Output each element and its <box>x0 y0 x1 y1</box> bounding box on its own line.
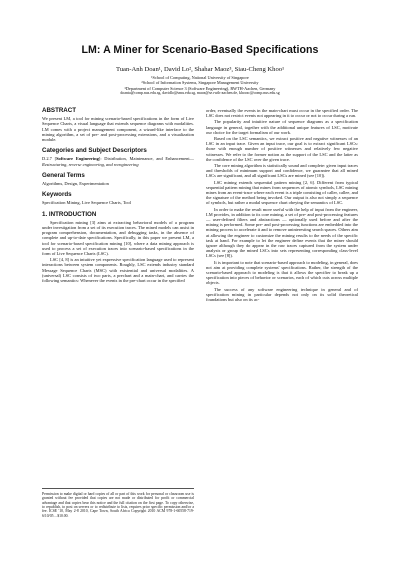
right-paragraph-2: The popularity and intuitive nature of sequence diagrams as a specification language in general, together with the additional unique features of LSC, motivate our choice for the target formalism of our work. <box>206 119 358 135</box>
right-paragraph-5: LSC mining extends sequential pattern mining [2, 6]. Different from typical sequential pattern mining that mines from sequences of atomic symbols, LSC mining mines from an event-trace where each event is a triple consisting of caller, callee, and the signature of the method being invoked. Our output is also not simply a sequence of symbols, but rather a modal sequence chart obeying the semantics of LSC. <box>206 179 358 206</box>
body-columns <box>42 108 358 303</box>
right-paragraph-4: The core mining algorithm is statistically sound and complete: given input traces and thresholds of minimum support and confidence, we guarantee that all mined LSCs are significant, and all significant LSCs are mined (see [10]). <box>206 162 358 179</box>
right-paragraph-6: In order to make the result more useful with the help of input from the engineer, LM provides, in addition to its core mining, a set of pre- and post-processing features — user-defined filters and abstractions — optionally used before and after the mining is performed. Some pre- and post-processing functions are embedded into the mining process to accelerate it and to remove uninteresting search spaces. Others aim at allowing the engineer to customize the mining results to the needs of the specific task at hand. For example to let the engineer define events that the miner should ignore although they do appear in the raw traces captured from the system under analysis or group the mined LSCs into sets representing corresponding class-level LSCs (see [8]). <box>206 206 358 259</box>
author-emails: doanta@comp.nus.edu.sg, davidlo@smu.edu.sg, maoz@se.rwth-aachen.de, khoosc@comp.nus.edu.sg <box>120 90 280 95</box>
affiliation-3: ³Department of Computer Science 3 (Software Engineering), RWTH-Aachen, Germany <box>124 85 276 91</box>
affiliation-2: ²School of Information Systems, Singapore Management University <box>141 80 259 86</box>
categories-bold: Software Engineering <box>56 156 99 162</box>
general-terms-heading: General Terms <box>42 171 85 179</box>
abstract-text: We present LM, a tool for mining scenario-based specifications in the form of Live Sequence Charts, a visual language that extends sequence diagrams with modalities. LM comes with a project management component, a wizard-like interface to the mining algorithm, a set of pre- and post-processing extensions, and a visualization module. <box>42 116 194 142</box>
right-paragraph-3: Based on the LSC semantics, we extract positive and negative witnesses of an LSC in an input trace. Given an input trace, our goal is to extract significant LSCs: those with enough number of positive witnesses and relatively few negative witnesses. We refer to the former notion as the support of the LSC and the latter as the confidence of the LSC over the given trace. <box>206 135 358 162</box>
categories-italic: Restructuring, reverse engineering, and reengineering <box>42 161 139 167</box>
introduction-heading: 1. INTRODUCTION <box>42 210 97 218</box>
keywords-text: Specification Mining, Live Sequence Charts, Tool <box>42 200 131 206</box>
categories-code: D.2.7 [ <box>42 156 57 162</box>
affiliation-1: ¹School of Computing, National University of Singapore <box>151 75 249 80</box>
right-column <box>206 108 358 303</box>
right-paragraph-1: order, eventually the events in the main-chart must occur in the specified order. The LSC does not restrict events not appearing in it to occur or not to occur during a run. <box>206 107 358 119</box>
paper-title: LM: A Miner for Scenario-Based Specifications <box>81 44 319 56</box>
right-paragraph-8: The success of any software engineering technique in general and of specification mining in particular depends not only on its solid theoretical foundations but also on its ac- <box>206 286 358 302</box>
general-terms-text: Algorithms, Design, Experimentation <box>42 180 109 186</box>
keywords-heading: Keywords <box>42 191 72 199</box>
left-column <box>42 108 194 303</box>
intro-paragraph-1: Specification mining [3] aims at extracting behavioral models of a program under investigation from a set of its execution traces. The mined models can assist in program comprehension, documentation, and debugging tasks, in the absence of complete and up-to-date specifications. Specifically, in this paper we present LM, a tool for scenario-based specification mining [10], where a data mining approach is used to process a set of execution traces into scenario-based specifications in the form of Live Sequence Charts (LSC). <box>42 219 194 256</box>
categories-rest: ]: Distribution, Maintenance, and Enhancement— <box>98 156 194 162</box>
categories-heading: Categories and Subject Descriptors <box>42 147 147 155</box>
categories-text <box>42 156 194 166</box>
author-list: Tuan-Anh Doan¹, David Lo², Shahar Maoz³, Siau-Cheng Khoo¹ <box>115 66 285 73</box>
permission-notice: Permission to make digital or hard copies of all or part of this work for personal or classroom use is granted without fee provided that copies are not made or distributed for profit or commercial advantage and that copies bear this notice and the full citation on the first page. To copy otherwise, to republish, to post on servers or to redistribute to lists, requires prior specific permission and/or a fee. ICSE '10, May 2-8 2010, Cape Town, South Africa Copyright 2010 ACM 978-1-60558-719-6/10/05 ...$10.00. <box>42 488 194 518</box>
right-paragraph-7: It is important to note that scenario-based approach to modeling, in general, does not aim at providing complete systems' specifications. Rather, the strength of the scenario-based approach to modeling is that it allows the specifier to break up a specification into pieces of behavior or scenarios, each of which cuts across multiple objects. <box>206 259 358 286</box>
abstract-heading: ABSTRACT <box>42 106 77 114</box>
intro-paragraph-2: LSC [4, 8] is an intuitive yet expressive specification language used to represent interactions between system components. Roughly, LSC extends industry standard Message Sequence Charts (MSC) with existential and universal modalities. A (universal) LSC consists of two parts, a prechart and a main-chart, and carries the following semantics: Whenever the events in the pre-chart occur in the specified <box>42 257 194 283</box>
